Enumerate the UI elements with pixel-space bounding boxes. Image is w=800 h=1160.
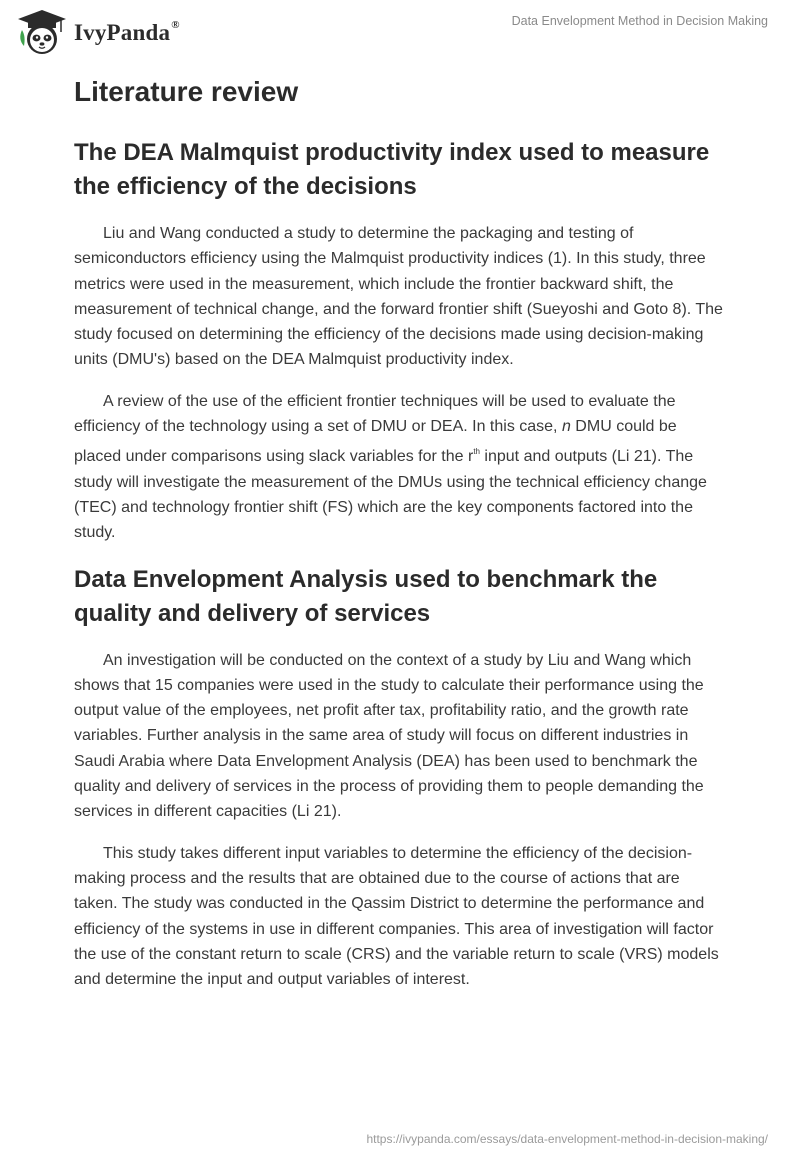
panda-graduate-icon [16,8,68,56]
paragraph: A review of the use of the efficient frontier techniques will be used to evaluate the efficiency of the technology using a set of DMU or DEA. In this case, n DMU could be placed under comparisons using slack variables for the $r^{th}$ input and outputs (Li 21). The study will investigate the measurement of the DMUs using the technical efficiency change (TEC) and technology frontier shift (FS) which are the key components factored into the study. [74,392,707,542]
ivypanda-logo[interactable] [16,8,180,56]
section-heading-dea-malmquist: The DEA Malmquist productivity index used to measure the efficiency of the decisions [74,139,710,200]
paragraph: This study takes different input variables to determine the efficiency of the decision-making process and the results that are obtained due to the course of actions that are taken. The study was conducted in the Qassim District to determine the performance and efficiency of the systems in use in different companies. This area of investigation will factor the use of the constant return to scale (CRS) and the variable return to scale (VRS) models and determine the input and output variables of interest. [74,844,719,989]
logo-wordmark: IvyPanda® [74,18,180,45]
paragraph: Liu and Wang conducted a study to determine the packaging and testing of semiconductors efficiency using the Malmquist productivity indices (1). In this study, three metrics were used in the measurement, which include the frontier backward shift, the measurement of technical change, and the forward frontier shift (Sueyoshi and Goto 8). The study focused on determining the efficiency of the decisions made using decision-making units (DMU's) based on the DEA Malmquist productivity index. [74,225,723,369]
document-title: Data Envelopment Method in Decision Making [511,14,768,28]
page-heading: Literature review [74,76,299,107]
article-body [74,72,724,992]
source-url[interactable]: https://ivypanda.com/essays/data-envelopment-method-in-decision-making/ [366,1132,768,1146]
page-header [0,0,800,64]
section-heading-dea-benchmark: Data Envelopment Analysis used to benchmark the quality and delivery of services [74,565,658,627]
paragraph: An investigation will be conducted on the context of a study by Liu and Wang which shows that 15 companies were used in the study to calculate their performance using the output value of the employees, net profit after tax, profitability ratio, and the growth rate variables. Further analysis in the same area of study will focus on different industries in Saudi Arabia where Data Envelopment Analysis (DEA) has been used to benchmark the quality and delivery of services in the process of providing them to people demanding the services in different capacities (Li 21). [74,651,704,821]
